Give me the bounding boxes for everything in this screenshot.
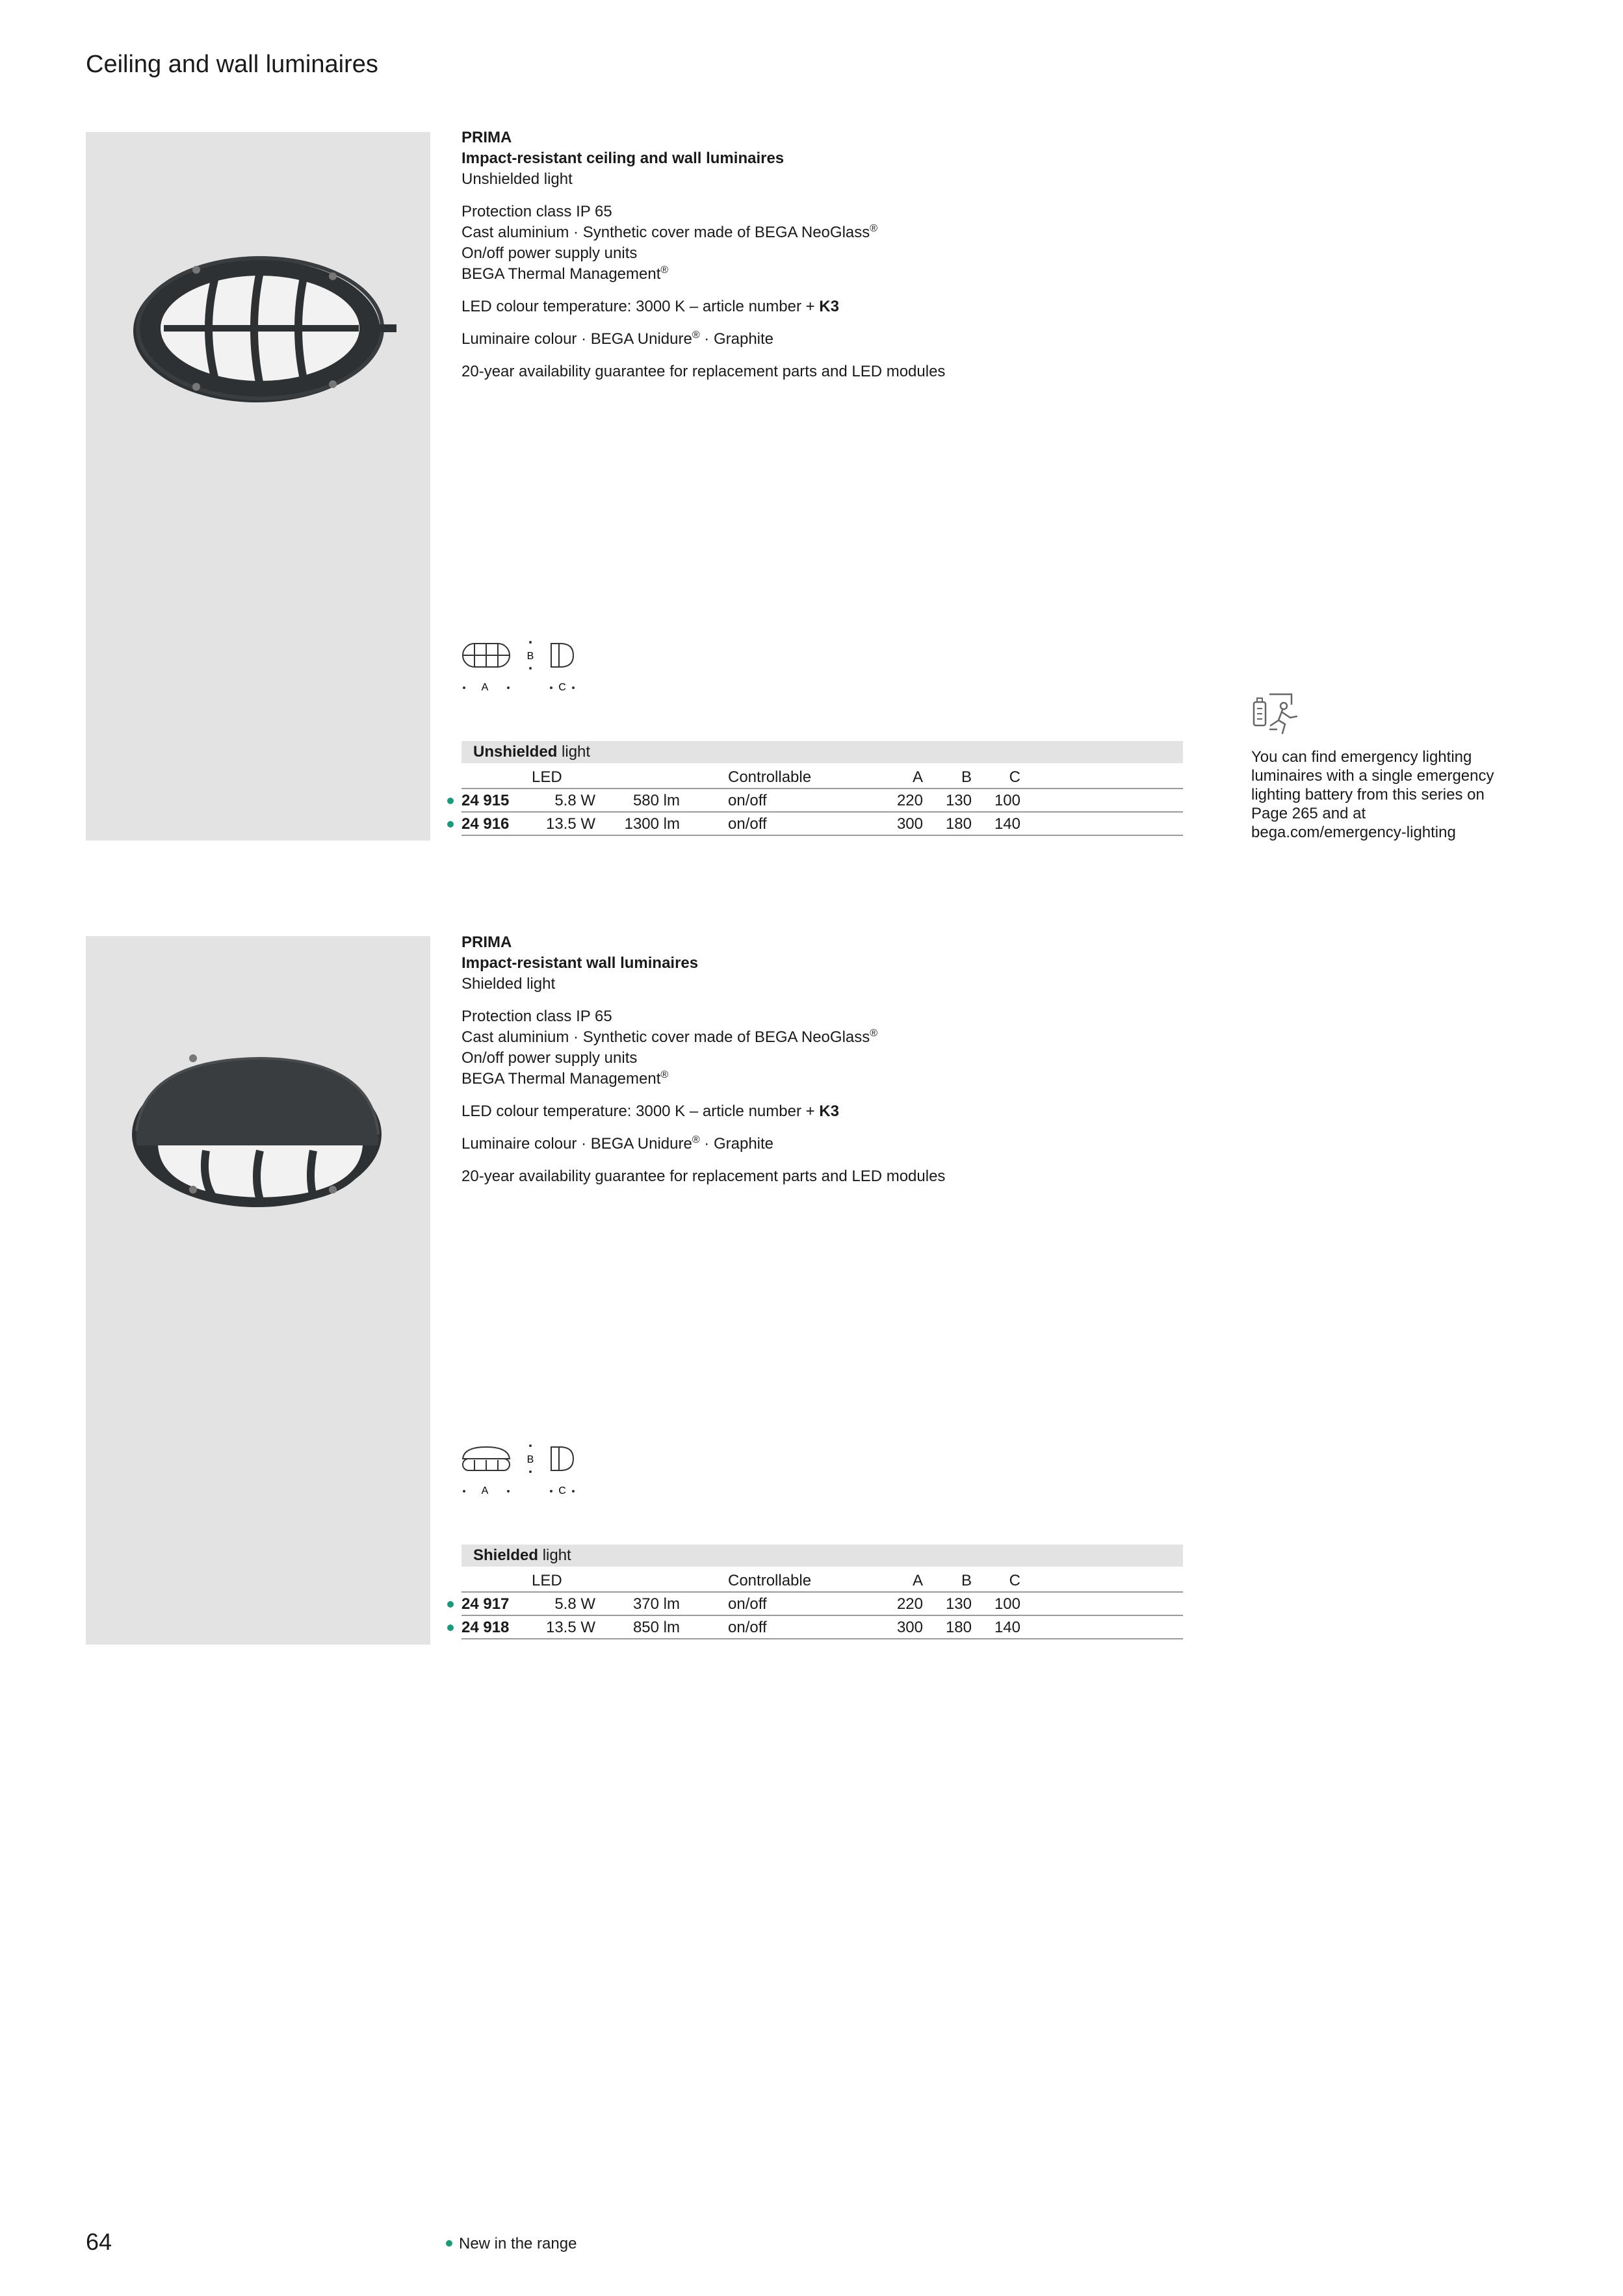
dim-a: 220 bbox=[896, 792, 923, 809]
product-brand: PRIMA bbox=[461, 129, 512, 146]
legend-label: New in the range bbox=[459, 2235, 577, 2252]
luminaire-shielded-icon bbox=[86, 936, 430, 1645]
feature-material: Cast aluminium · Synthetic cover made of BEGA NeoGlass® bbox=[461, 1028, 878, 1046]
emergency-link[interactable]: bega.com/emergency-lighting bbox=[1251, 824, 1456, 841]
spec-table-header: Shielded light bbox=[461, 1545, 1183, 1567]
wattage: 5.8 W bbox=[554, 792, 595, 809]
new-indicator-icon bbox=[447, 1624, 454, 1631]
controllable: on/off bbox=[728, 1595, 767, 1613]
col-led: LED bbox=[532, 768, 562, 786]
product-subtitle: Impact-resistant wall luminaires bbox=[461, 954, 699, 972]
article-number: 24 915 bbox=[461, 792, 510, 809]
page-number: 64 bbox=[86, 2228, 112, 2255]
new-indicator-icon bbox=[447, 821, 454, 828]
feature-power: On/off power supply units bbox=[461, 244, 638, 262]
lumen: 580 lm bbox=[632, 792, 680, 809]
dim-a: 300 bbox=[896, 815, 923, 833]
emergency-exit-icon bbox=[1251, 690, 1303, 740]
page-title: Ceiling and wall luminaires bbox=[86, 51, 378, 78]
dim-label-a: A bbox=[481, 682, 489, 693]
feature-protection: Protection class IP 65 bbox=[461, 203, 612, 220]
spec-table bbox=[448, 741, 1183, 836]
article-number: 24 917 bbox=[461, 1595, 510, 1613]
product-subtitle: Impact-resistant ceiling and wall luminaires bbox=[461, 150, 785, 167]
wattage: 5.8 W bbox=[554, 1595, 595, 1613]
product-photo bbox=[86, 132, 430, 841]
new-in-range-legend bbox=[446, 2235, 577, 2253]
wattage: 13.5 W bbox=[545, 1619, 595, 1636]
emergency-note bbox=[1251, 748, 1537, 842]
feature-power: On/off power supply units bbox=[461, 1049, 638, 1067]
colour-temperature: LED colour temperature: 3000 K – article number + K3 bbox=[461, 1102, 839, 1120]
feature-protection: Protection class IP 65 bbox=[461, 1008, 612, 1025]
new-indicator-icon bbox=[447, 1601, 454, 1608]
dim-c: 100 bbox=[994, 792, 1020, 809]
luminaire-unshielded-icon bbox=[86, 132, 430, 841]
col-led: LED bbox=[532, 1572, 562, 1589]
guarantee: 20-year availability guarantee for replacement parts and LED modules bbox=[461, 1168, 946, 1185]
col-c: C bbox=[1009, 768, 1020, 786]
col-c: C bbox=[1009, 1572, 1020, 1589]
new-indicator-icon bbox=[447, 798, 454, 804]
new-indicator-icon bbox=[446, 2240, 452, 2247]
guarantee: 20-year availability guarantee for replacement parts and LED modules bbox=[461, 363, 946, 380]
table-row bbox=[461, 1593, 1183, 1616]
dim-label-c: C bbox=[558, 682, 566, 693]
light-type: Shielded light bbox=[461, 975, 556, 993]
product-brand: PRIMA bbox=[461, 933, 512, 951]
dim-a: 300 bbox=[896, 1619, 923, 1636]
dimension-drawing-icon bbox=[461, 638, 617, 697]
dim-c: 140 bbox=[994, 815, 1020, 833]
col-b: B bbox=[961, 1572, 972, 1589]
col-a: A bbox=[912, 1572, 923, 1589]
table-row bbox=[461, 789, 1183, 813]
note-line: luminaires with a single emergency bbox=[1251, 767, 1494, 785]
product-photo bbox=[86, 936, 430, 1645]
product-info bbox=[461, 932, 1189, 1187]
light-type: Unshielded light bbox=[461, 170, 573, 188]
spec-table-header: Unshielded light bbox=[461, 741, 1183, 763]
note-line: You can find emergency lighting bbox=[1251, 748, 1472, 766]
controllable: on/off bbox=[728, 1619, 767, 1636]
spec-table-columns bbox=[461, 1569, 1183, 1593]
colour-temperature: LED colour temperature: 3000 K – article number + K3 bbox=[461, 298, 839, 315]
luminaire-colour: Luminaire colour · BEGA Unidure® · Graphite bbox=[461, 1134, 774, 1153]
dim-a: 220 bbox=[896, 1595, 923, 1613]
dim-label-c: C bbox=[558, 1485, 566, 1496]
dim-b: 180 bbox=[945, 1619, 972, 1636]
note-line: lighting battery from this series on bbox=[1251, 786, 1485, 803]
dim-label-a: A bbox=[481, 1485, 489, 1496]
dim-b: 130 bbox=[945, 792, 972, 809]
col-controllable: Controllable bbox=[728, 768, 812, 786]
col-controllable: Controllable bbox=[728, 1572, 812, 1589]
dimension-drawing-icon bbox=[461, 1442, 617, 1500]
col-a: A bbox=[912, 768, 923, 786]
feature-thermal: BEGA Thermal Management® bbox=[461, 265, 669, 283]
feature-thermal: BEGA Thermal Management® bbox=[461, 1069, 669, 1088]
dim-label-b: B bbox=[526, 651, 534, 662]
dim-b: 180 bbox=[945, 815, 972, 833]
feature-material: Cast aluminium · Synthetic cover made of BEGA NeoGlass® bbox=[461, 223, 878, 241]
dim-c: 140 bbox=[994, 1619, 1020, 1636]
spec-table-columns bbox=[461, 766, 1183, 789]
dimension-drawing bbox=[461, 1442, 617, 1500]
article-number: 24 916 bbox=[461, 815, 510, 833]
table-row bbox=[461, 813, 1183, 836]
table-row bbox=[461, 1616, 1183, 1639]
dimension-drawing bbox=[461, 638, 617, 697]
lumen: 1300 lm bbox=[624, 815, 680, 833]
wattage: 13.5 W bbox=[545, 815, 595, 833]
controllable: on/off bbox=[728, 815, 767, 833]
dim-b: 130 bbox=[945, 1595, 972, 1613]
lumen: 850 lm bbox=[632, 1619, 680, 1636]
dim-c: 100 bbox=[994, 1595, 1020, 1613]
article-number: 24 918 bbox=[461, 1619, 510, 1636]
product-info bbox=[461, 127, 1189, 382]
note-line: Page 265 and at bbox=[1251, 805, 1366, 822]
controllable: on/off bbox=[728, 792, 767, 809]
col-b: B bbox=[961, 768, 972, 786]
spec-table bbox=[448, 1545, 1183, 1639]
lumen: 370 lm bbox=[632, 1595, 680, 1613]
dim-label-b: B bbox=[526, 1454, 534, 1465]
luminaire-colour: Luminaire colour · BEGA Unidure® · Graphite bbox=[461, 330, 774, 348]
